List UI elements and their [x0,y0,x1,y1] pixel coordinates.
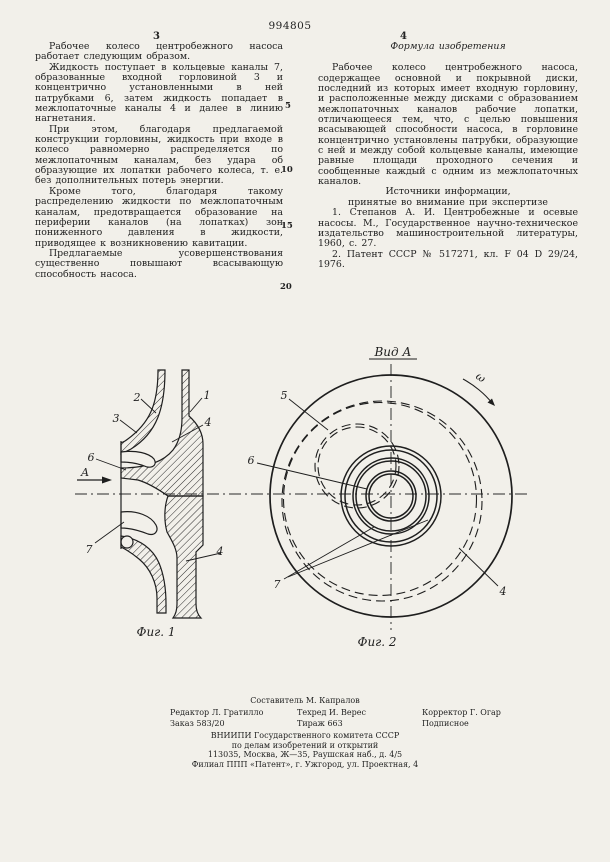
fig2-view-label: Вид А [374,345,412,359]
imprint-tirazh: Тираж 663 [297,719,343,728]
patent-number: 994805 [268,20,312,32]
paragraph: Предлагаемые усовершенствования существенно повышают всасывающую способность насоса. [35,247,283,280]
fig1-shaft-end [121,536,133,548]
fig1-shroud-top [121,370,165,454]
fig2-label-6: 6 [247,454,255,467]
fig2-hidden-channel-lines [282,401,482,601]
arrowhead-icon [102,477,112,484]
fig1-caption: Фиг. 1 [136,625,176,639]
imprint-corrector: Корректор Г. Огар [422,708,501,717]
paragraph: Кроме того, благодаря такому распределению жидкости по межлопаточным каналам, предотвращается образование на периферии каналов (на лопатках) зон пониженного давления в жидкости, приводящее к возникновению кавитации. [35,185,283,249]
line-number-10: 10 [281,165,293,175]
fig1-cross-section [121,370,203,618]
fig2-caption: Фиг. 2 [357,635,397,649]
line-number-20: 20 [280,282,292,292]
fig2-label-5: 5 [280,389,288,402]
column-number-left: 3 [153,31,160,42]
fig1-label-2: 2 [133,391,141,404]
fig1-label-4-top: 4 [204,416,212,429]
reference-item: 1. Степанов А. И. Центробежные и осевые насосы. М., Государственное научно-техническое издательство машиностроительной литературы, 1960, с. 27. [318,207,578,250]
fig2-view [270,359,512,630]
imprint-editor: Редактор Л. Гратилло [170,708,264,717]
line-number-15: 15 [281,221,293,231]
sources-heading-line1: Источники информации, [385,186,511,198]
fig2-labels [248,345,507,649]
fig2-label-7: 7 [273,578,281,591]
fig1-label-6: 6 [87,451,95,464]
imprint-org-line2: по делам изобретений и открытий [231,741,379,750]
imprint-address: 113035, Москва, Ж—35, Раушская наб., д. 4/5 [207,750,403,759]
fig1-hub-lower [165,496,203,618]
imprint-compiler: Составитель М. Капралов [250,696,360,705]
line-number-5: 5 [285,101,291,111]
imprint-org-line1: ВНИИПИ Государственного комитета СССР [210,731,400,740]
fig1-label-3: 3 [112,412,120,425]
imprint-subscription: Подписное [422,719,469,728]
imprint-branch: Филиал ППП «Патент», г. Ужгород, ул. Проектная, 4 [191,760,419,769]
fig1-label-1: 1 [203,389,211,402]
column-number-right: 4 [400,31,407,42]
fig1-nozzle-lower [121,512,157,535]
fig1-label-4-bottom: 4 [216,545,224,558]
claims-heading: Формула изобретения [390,41,506,52]
fig1-nozzle-upper [121,451,155,467]
fig2-leader-lines [257,399,498,586]
claim-text: Рабочее колесо центробежного насоса, содержащее основной и покрывной диски, последний из которых имеет входную горловину, и расположенные между дисками с образованием межлопаточных каналов рабочие лопатки, отличающееся тем, что, с целью повышения всасывающей способности насоса, в горловине концентрично установлены патрубки, образующие с ней и между собой кольцевые каналы, имеющие равные площади проходного сечения и сообщенные каждый с одним из межлопаточных каналов. [318,62,578,188]
fig2-label-4: 4 [499,585,507,598]
reference-item: 2. Патент СССР № 517271, кл. F 04 D 29/24, 1976. [318,248,578,270]
imprint-order: Заказ 583/20 [170,719,225,728]
fig1-label-A: А [80,466,90,479]
sources-heading-line2: принятые во внимание при экспертизе [348,196,548,208]
paragraph: Рабочее колесо центробежного насоса работает следующим образом. [35,41,283,63]
imprint-techred: Техред И. Верес [297,708,366,717]
fig1-label-7: 7 [85,543,93,556]
fig2-omega-label: ω [473,369,489,386]
paragraph: При этом, благодаря предлагаемой конструкции горловины, жидкость при входе в колесо равномерно распределяется по межлопаточным каналам, без удара об образующие их лопатки рабочего колеса, т. е. без дополнительных потерь энергии. [35,123,283,187]
paragraph: Жидкость поступает в кольцевые каналы 7, образованные входной горловиной 3 и концентрично установленными в ней патрубками 6, затем жидкость попадает в межлопаточные каналы 4 и далее в линию нагнетания. [35,61,283,125]
